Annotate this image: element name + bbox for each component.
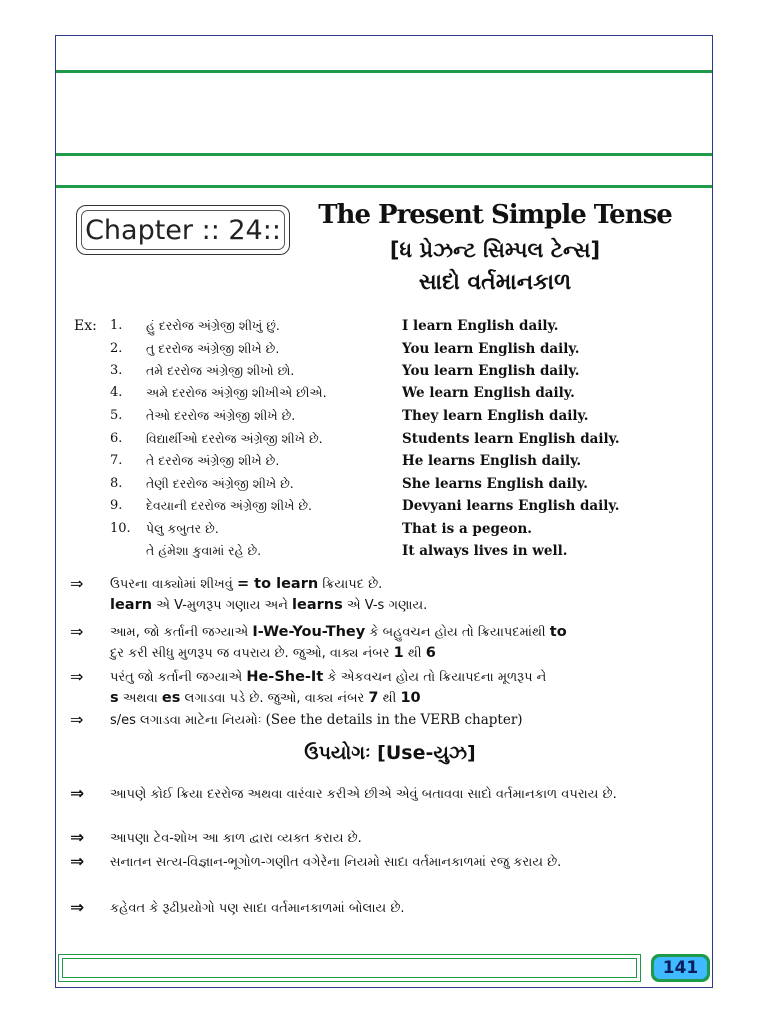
example-gujarati: અમે દરરોજ અંગ્રેજી શીખીએ છીએ. — [146, 385, 327, 400]
example-row — [0, 476, 768, 498]
example-gujarati: વિદ્યાર્થીઓ દરરોજ અંગ્રેજી શીખે છે. — [146, 431, 323, 446]
arrow-icon: ⇒ — [70, 828, 85, 848]
example-row — [0, 431, 768, 453]
header-rule-middle — [56, 153, 712, 156]
arrow-icon: ⇒ — [70, 710, 84, 729]
chapter-label: Chapter :: 24:: — [81, 210, 285, 250]
example-gujarati: તેઓ દરરોજ અંગ્રેજી શીખે છે. — [146, 408, 296, 423]
example-gujarati: દેવયાની દરરોજ અંગ્રેજી શીખે છે. — [146, 498, 312, 513]
example-number: 1. — [110, 318, 123, 333]
example-english: You learn English daily. — [402, 341, 580, 357]
example-row — [0, 363, 768, 385]
arrow-icon: ⇒ — [70, 852, 85, 872]
example-row — [0, 385, 768, 407]
use-rule: ⇒ સનાતન સત્ય-વિજ્ઞાન-ભૂગોળ-ગણીત વગેરેના નિયમો સાદા વર્તમાનકાળમાં રજુ કરાય છે. — [70, 852, 562, 872]
header-rule-top — [56, 70, 712, 73]
arrow-icon: ⇒ — [70, 667, 84, 686]
page-title: The Present Simple Tense — [318, 200, 672, 230]
chapter-label-box — [76, 205, 290, 255]
page-number: 141 — [654, 957, 707, 979]
example-gujarati: તુ દરરોજ અંગ્રેજી શીખે છે. — [146, 341, 280, 356]
example-number: 9. — [110, 498, 123, 513]
rule-singular-subjects: ⇒ પરંતુ જો કર્તાની જગ્યાએ He-She-It કે એકવચન હોય તો ક્રિયાપદના મૂળરૂપ ને s અથવા es લગાડવા પડે છે. જુઓ, વાક્ય નંબર 7 થી 10 — [70, 667, 547, 706]
example-row — [0, 408, 768, 430]
example-english: Devyani learns English daily. — [402, 498, 620, 514]
rule-plural-subjects: ⇒ આમ, જો કર્તાની જગ્યાએ I-We-You-They કે બહુવચન હોય તો ક્રિયાપદમાંથી to દુર કરી સીધુ મુળરૂપ જ વપરાય છે. જુઓ, વાક્ય નંબર 1 થી 6 — [70, 622, 567, 661]
arrow-icon: ⇒ — [70, 574, 84, 593]
use-heading: ઉપયોગઃ [Use-યુઝ] — [304, 742, 476, 764]
example-english: They learn English daily. — [402, 408, 589, 424]
example-number: 3. — [110, 363, 123, 378]
use-rule: ⇒ આપણે કોઈ ક્રિયા દરરોજ અથવા વારંવાર કરીએ છીએ એવું બતાવવા સાદો વર્તમાનકાળ વપરાય છે. — [70, 784, 617, 804]
example-row — [0, 318, 768, 340]
example-english: That is a pegeon. — [402, 521, 532, 537]
example-gujarati: તે હંમેશા કુવામાં રહે છે. — [146, 543, 262, 558]
example-row — [0, 543, 768, 565]
arrow-icon: ⇒ — [70, 784, 85, 804]
example-gujarati: તમે દરરોજ અંગ્રેજી શીખો છો. — [146, 363, 295, 378]
example-number: 2. — [110, 341, 123, 356]
rule-learn-verb: ⇒ ઉપરના વાક્યોમાં શીખવું = to learn ક્રિયાપદ છે. learn એ V-મુળરૂપ ગણાય અને learns એ V-s ગણાય. — [70, 574, 428, 613]
rule-s-es: ⇒ s/es લગાડવા માટેના નિયમોઃ (See the details in the VERB chapter) — [70, 710, 523, 729]
page-number-badge — [651, 954, 710, 982]
example-english: Students learn English daily. — [402, 431, 620, 447]
example-number: 10. — [110, 521, 131, 536]
example-english: You learn English daily. — [402, 363, 580, 379]
example-row — [0, 498, 768, 520]
example-english: It always lives in well. — [402, 543, 568, 559]
example-gujarati: તેણી દરરોજ અંગ્રેજી શીખે છે. — [146, 476, 294, 491]
examples-label: Ex: — [74, 318, 97, 334]
example-english: We learn English daily. — [402, 385, 575, 401]
arrow-icon: ⇒ — [70, 898, 85, 918]
example-row — [0, 341, 768, 363]
example-gujarati: હું દરરોજ અંગ્રેજી શીખું છું. — [146, 318, 280, 333]
example-gujarati: પેલુ કબુતર છે. — [146, 521, 219, 536]
example-row — [0, 453, 768, 475]
example-gujarati: તે દરરોજ અંગ્રેજી શીખે છે. — [146, 453, 280, 468]
footer-box — [58, 954, 641, 982]
example-number: 8. — [110, 476, 123, 491]
example-row — [0, 521, 768, 543]
example-number: 7. — [110, 453, 123, 468]
example-number: 5. — [110, 408, 123, 423]
arrow-icon: ⇒ — [70, 622, 84, 641]
header-rule-bottom — [56, 185, 712, 188]
example-english: He learns English daily. — [402, 453, 582, 469]
example-english: She learns English daily. — [402, 476, 588, 492]
use-rule: ⇒ આપણા ટેવ-શોખ આ કાળ દ્વારા વ્યક્ત કરાય છે. — [70, 828, 362, 848]
example-english: I learn English daily. — [402, 318, 559, 334]
example-number: 4. — [110, 385, 123, 400]
example-number: 6. — [110, 431, 123, 446]
use-rule: ⇒ કહેવત કે રૂઢીપ્રયોગો પણ સાદા વર્તમાનકાળમાં બોલાય છે. — [70, 898, 405, 918]
title-gujarati: સાદો વર્તમાનકાળ — [418, 270, 572, 295]
title-transliteration: [ધ પ્રેઝન્ટ સિમ્પલ ટેન્સ] — [389, 238, 601, 262]
